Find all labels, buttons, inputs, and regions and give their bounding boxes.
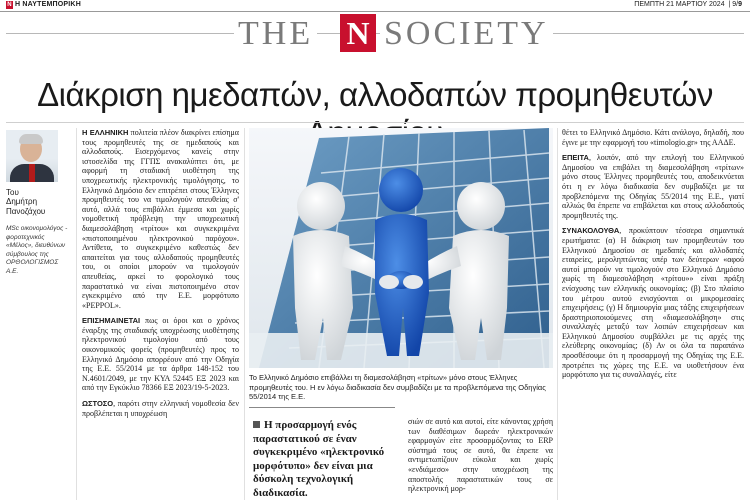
paragraph: ΩΣΤΟΣΟ, παρότι στην ελληνική νομοθεσία δεν προβλέπεται η υποχρέωση <box>82 399 239 418</box>
page-number: 9 <box>738 1 742 8</box>
article-photo <box>249 128 553 368</box>
author-photo <box>6 130 58 182</box>
article-column-3 <box>408 417 553 500</box>
business-handshake-illustration <box>249 128 553 368</box>
masthead-the: THE <box>234 16 317 52</box>
masthead-society: SOCIETY <box>380 16 553 52</box>
masthead-logo: N <box>340 14 376 52</box>
brand-name: Η ΝΑΥΤΕΜΠΟΡΙΚΗ <box>15 1 81 8</box>
paragraph: σιών σε αυτό και αυτοί, είτε κάνοντας χρήση των διαθέσιμων δωρεάν ηλεκτρονικών εφαρμογών είτε προσαρμόζοντας το ERP σύστημά τους σε αυτό, θα έπρεπε να αντιμετωπίζουν εύκολα και χωρίς «ενδιάμεσο» στην υποχρέωση της αποστολής παραστατικών τους σε ηλεκτρονική μορ- <box>408 417 553 494</box>
author-name-first: Δημήτρη <box>6 197 38 206</box>
section-masthead <box>0 14 750 52</box>
author-box <box>6 130 68 276</box>
date-text: ΠΕΜΠΤΗ 21 ΜΑΡΤΙΟΥ 2024 <box>634 1 725 8</box>
bullet-square-icon <box>253 421 260 428</box>
paragraph: θέτει το Ελληνικό Δημόσιο. Κάτι ανάλογο, δηλαδή, που έγινε με την εφαρμογή του «timologio.gr» της ΑΑΔΕ. <box>562 128 744 147</box>
newspaper-brand <box>6 1 81 9</box>
author-name-last: Πανοζάχου <box>6 207 46 216</box>
pull-quote <box>253 419 393 500</box>
brand-logo-icon: N <box>7 2 12 8</box>
paragraph: ΣΥΝΑΚΟΛΟΥΘΑ, προκύπτουν τέσσερα σημαντικά ερωτήματα: (α) Η διάκριση των προμηθευτών του Ελληνικού Δημοσίου σε ημεδαπές και αλλοδαπές εταιρείες, μεροληπτώντας υπέρ των δεύτερων «αφού αυτοί μπορούν να τιμολογούν στο Ελληνικό Δημόσιο χωρίς τη διαμεσολάβηση «τρίτου»» είναι πράξη ενίσχυσης των ελληνικής οικονομίας; (β) Στο πλαίσιο του μέτρου αυτού ενισχύονται οι μικρομεσαίες επιχειρήσεις; (γ) Η δημιουργία μιας τάξης επιχειρήσεων δραστηριοποιούμενες στη «διαμεσολάβηση» στις συναλλαγές μεταξύ των λοιπών επιχειρήσεων και Ελληνικού Δημοσίου συμβάλλει με τις αρχές της ελεύθερης οικονομίας; (δ) Αν οι όλα τα παραπάνω προσθέσουμε ότι η προσαρμογή της Οδηγίας της Ε.Ε. προτρέπει τις χώρες της Ε.Ε. να υιοθετήσουν ένα μορφότυπο για τις συναλλαγές, είτε <box>562 226 744 380</box>
author-bio: MSc οικονομολόγος - φοροτεχνικός «Μέλος», διευθύνων σύμβουλος της ΟΡΘΟΛΟΓΙΣΜΟΣ Α.Ε. <box>6 225 68 275</box>
article-column-4 <box>562 128 744 386</box>
page-ref: 9/ <box>732 1 739 8</box>
column-divider <box>244 128 245 500</box>
column-divider <box>76 128 77 500</box>
paragraph: ΕΠΕΙΤΑ, λοιπόν, από την επιλογή του Ελληνικού Δημοσίου να επιβάλει τη διαμεσολάβηση «τρίτων» μόνο στους Έλληνες προμηθευτές του, αποδεικνύεται ότι η εν λόγω διαδικασία δεν συμβαδίζει με τα προβλεπόμενα της Οδηγίας 55/2014 της Ε.Ε., γιατί αλλιώς θα έπρεπε να επιβάλεται και στους αλλοδαπούς προμηθευτές της. <box>562 153 744 220</box>
article-column-1 <box>82 128 239 424</box>
author-by: Του <box>6 188 19 197</box>
column-divider <box>557 128 558 500</box>
callout-rule <box>249 407 395 408</box>
paragraph: ΕΠΙΣΗΜΑΙΝΕΤΑΙ πως οι όροι και ο χρόνος έναρξης της σταδιακής υποχρέωσης υιοθέτησης ηλεκτρονικού τιμολογίου από τους οικονομικούς φορείς (προμηθευτές) προς το Ελληνικό Δημόσιο απορρέουν από την Οδηγία της Ε.Ε. 55/2014 με τα άρθρα 148-152 του Ν.4601/2049, με την ΚΥΑ 52445 ΕΞ 2023 και από την Εγκύκλιο 78366 ΕΞ 2023/19-5-2023. <box>82 316 239 393</box>
issue-date: ΠΕΜΠΤΗ 21 ΜΑΡΤΙΟΥ 2024 | 9/9 <box>634 1 742 8</box>
divider <box>6 122 744 123</box>
photo-caption: Το Ελληνικό Δημόσιο επιβάλλει τη διαμεσολάβηση «τρίτων» μόνο στους Έλληνες προμηθευτές του. Η εν λόγω διαδικασία δεν συμβαδίζει με τα προβλεπόμενα της Οδηγίας 55/2014 της Ε.Ε. <box>249 373 546 401</box>
article-headline: Διάκριση ημεδαπών, αλλοδαπών προμηθευτών <box>37 76 713 113</box>
paragraph: Η ΕΛΛΗΝΙΚΗ πολιτεία πλέον διακρίνει επίσημα τους προμηθευτές της σε ημεδαπούς και αλλοδαπούς. Εισερχόμενος κανείς στην ιστοσελίδα της ΓΓΠΣ ανακαλύπτει ότι, με αφορμή τη σταδιακή υιοθέτηση της υποχρεωτικής ηλεκτρονικής τιμολόγησης, το Ελληνικό Δημόσιο δεν επιτρέπει στους Έλληνες προμηθευτές του να τιμολογούν απευθείας σ' αυτό, αλλά τους επιβάλλει έμμεσα και χωρίς νομοθετική πρόβλεψη την υποχρεωτική διαμεσολάβηση «τρίτου» και συγκεκριμένα «πιστοποιημένου ηλεκτρονικού παρόχου». Αντίθετα, το συγκεκριμένο καθεστώς δεν απαιτείται για τους αλλοδαπούς προμηθευτές του, οι οποίοι μπορούν να τιμολογούν απευθείας, αρκεί το φορολογικό τους παραστατικό να είναι πιστοποιημένο στον εγκεκριμένο από την Ε.Ε. μορφότυπο «PEPPOL». <box>82 128 239 310</box>
pull-quote-text: Η προσαρμογή ενός παραστατικού σε έναν συγκεκριμένο «ηλεκτρονικό μορφότυπο» δεν είναι μια δύσκολη τεχνολογική διαδικασία. <box>253 419 385 499</box>
top-bar <box>0 0 750 12</box>
